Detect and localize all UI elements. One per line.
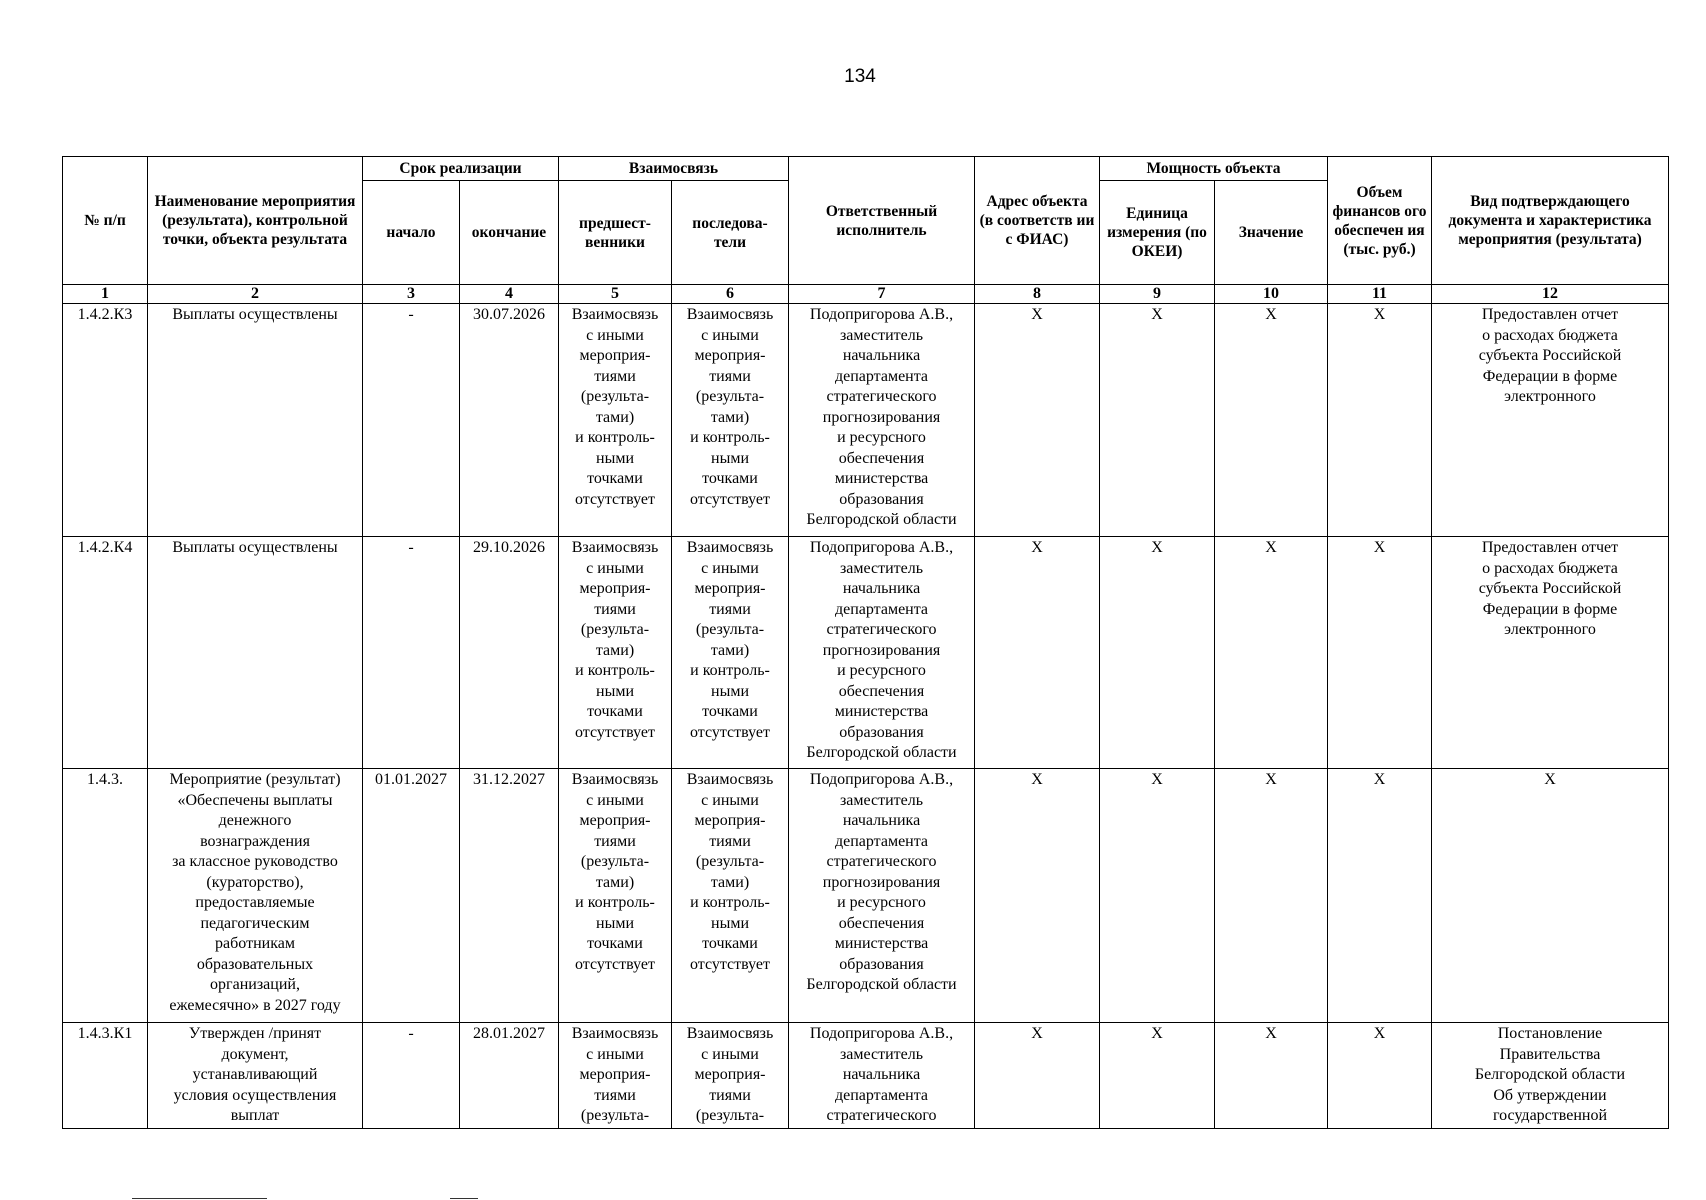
table-row [63, 769, 1669, 1023]
column-number: 11 [1328, 285, 1432, 304]
cell-end: 28.01.2027 [460, 1023, 559, 1129]
column-number: 7 [789, 285, 975, 304]
table-row [63, 304, 1669, 537]
column-number: 12 [1432, 285, 1669, 304]
cell-value: X [1215, 537, 1328, 769]
table-row [63, 537, 1669, 769]
cell-start: - [363, 1023, 460, 1129]
cell-responsible: Подопригорова А.В., заместитель начальника департамента стратегического прогнозирования и ресурсного обеспечения министерства образования Белгородской области [789, 537, 975, 769]
cell-responsible: Подопригорова А.В., заместитель начальника департамента стратегического [789, 1023, 975, 1129]
cell-name: Утвержден /принят документ, устанавливающий условия осуществления выплат [148, 1023, 363, 1129]
cell-unit: X [1100, 304, 1215, 537]
cell-volume: X [1328, 304, 1432, 537]
header-term-group: Срок реализации [363, 157, 559, 181]
scan-edge-line [132, 1198, 267, 1199]
header-name: Наименование мероприятия (результата), контрольной точки, объекта результата [148, 157, 363, 285]
cell-successors: Взаимосвязь с иными мероприя- тиями (результа- тами) и контроль- ными точками отсутствует [672, 304, 789, 537]
header-row-1 [63, 157, 1669, 181]
cell-end: 30.07.2026 [460, 304, 559, 537]
column-number: 5 [559, 285, 672, 304]
cell-doc: X [1432, 769, 1669, 1023]
cell-address: X [975, 769, 1100, 1023]
cell-volume: X [1328, 1023, 1432, 1129]
cell-start: - [363, 304, 460, 537]
cell-end: 31.12.2027 [460, 769, 559, 1023]
cell-address: X [975, 304, 1100, 537]
cell-predecessors: Взаимосвязь с иными мероприя- тиями (результа- тами) и контроль- ными точками отсутствует [559, 537, 672, 769]
cell-start: - [363, 537, 460, 769]
cell-value: X [1215, 769, 1328, 1023]
cell-name: Мероприятие (результат) «Обеспечены выплаты денежного вознаграждения за классное руководство (кураторство), предоставляемые педагогическим работникам образовательных организаций, ежемесячно» в 2027 году [148, 769, 363, 1023]
cell-start: 01.01.2027 [363, 769, 460, 1023]
header-start: начало [363, 181, 460, 285]
cell-responsible: Подопригорова А.В., заместитель начальника департамента стратегического прогнозирования и ресурсного обеспечения министерства образования Белгородской области [789, 304, 975, 537]
cell-num: 1.4.3. [63, 769, 148, 1023]
header-value: Значение [1215, 181, 1328, 285]
cell-doc: Предоставлен отчет о расходах бюджета субъекта Российской Федерации в форме электронного [1432, 304, 1669, 537]
table-row [63, 1023, 1669, 1129]
column-number: 6 [672, 285, 789, 304]
header-doc-type: Вид подтверждающего документа и характеристика мероприятия (результата) [1432, 157, 1669, 285]
column-number: 4 [460, 285, 559, 304]
cell-volume: X [1328, 769, 1432, 1023]
scan-edge-line [450, 1198, 478, 1199]
header-predecessors: предшест- венники [559, 181, 672, 285]
header-num: № п/п [63, 157, 148, 285]
column-number: 3 [363, 285, 460, 304]
cell-unit: X [1100, 537, 1215, 769]
column-number-row [63, 285, 1669, 304]
column-number: 9 [1100, 285, 1215, 304]
cell-value: X [1215, 304, 1328, 537]
header-responsible: Ответственный исполнитель [789, 157, 975, 285]
column-number: 10 [1215, 285, 1328, 304]
cell-successors: Взаимосвязь с иными мероприя- тиями (результа- [672, 1023, 789, 1129]
cell-predecessors: Взаимосвязь с иными мероприя- тиями (результа- [559, 1023, 672, 1129]
cell-address: X [975, 1023, 1100, 1129]
cell-value: X [1215, 1023, 1328, 1129]
header-capacity-group: Мощность объекта [1100, 157, 1328, 181]
cell-address: X [975, 537, 1100, 769]
cell-successors: Взаимосвязь с иными мероприя- тиями (результа- тами) и контроль- ными точками отсутствует [672, 537, 789, 769]
header-address: Адрес объекта (в соответств ии с ФИАС) [975, 157, 1100, 285]
cell-num: 1.4.2.К3 [63, 304, 148, 537]
cell-name: Выплаты осуществлены [148, 304, 363, 537]
page-number: 134 [844, 66, 876, 87]
header-unit: Единица измерения (по ОКЕИ) [1100, 181, 1215, 285]
cell-predecessors: Взаимосвязь с иными мероприя- тиями (результа- тами) и контроль- ными точками отсутствует [559, 304, 672, 537]
header-volume: Объем финансов ого обеспечен ия (тыс. руб.) [1328, 157, 1432, 285]
cell-num: 1.4.3.К1 [63, 1023, 148, 1129]
cell-unit: X [1100, 1023, 1215, 1129]
cell-num: 1.4.2.К4 [63, 537, 148, 769]
cell-volume: X [1328, 537, 1432, 769]
cell-predecessors: Взаимосвязь с иными мероприя- тиями (результа- тами) и контроль- ными точками отсутствует [559, 769, 672, 1023]
cell-unit: X [1100, 769, 1215, 1023]
cell-successors: Взаимосвязь с иными мероприя- тиями (результа- тами) и контроль- ными точками отсутствует [672, 769, 789, 1023]
plan-table [62, 156, 1669, 1129]
cell-end: 29.10.2026 [460, 537, 559, 769]
column-number: 8 [975, 285, 1100, 304]
header-link-group: Взаимосвязь [559, 157, 789, 181]
cell-doc: Предоставлен отчет о расходах бюджета субъекта Российской Федерации в форме электронного [1432, 537, 1669, 769]
header-end: окончание [460, 181, 559, 285]
column-number: 1 [63, 285, 148, 304]
column-number: 2 [148, 285, 363, 304]
cell-doc: Постановление Правительства Белгородской области Об утверждении государственной [1432, 1023, 1669, 1129]
header-successors: последова- тели [672, 181, 789, 285]
cell-responsible: Подопригорова А.В., заместитель начальника департамента стратегического прогнозирования и ресурсного обеспечения министерства образования Белгородской области [789, 769, 975, 1023]
cell-name: Выплаты осуществлены [148, 537, 363, 769]
